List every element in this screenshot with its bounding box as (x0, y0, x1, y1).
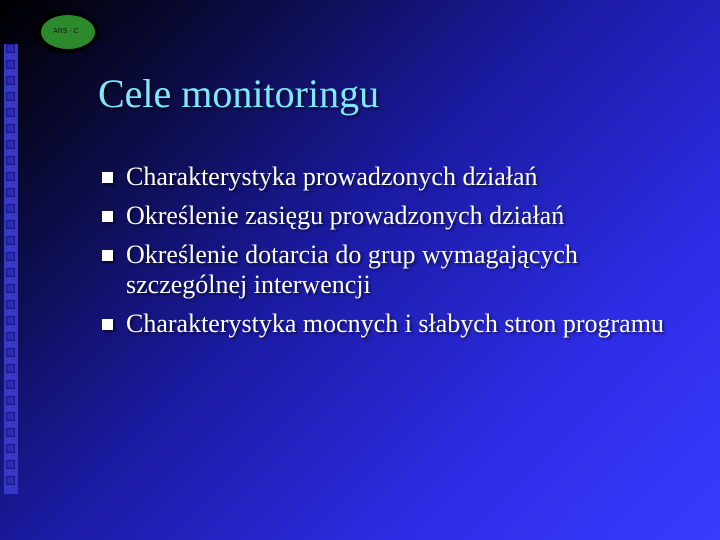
logo-text: ARS - C (53, 28, 79, 35)
list-item (98, 162, 698, 192)
bullet-list (98, 162, 698, 348)
square-bullet-icon (102, 319, 113, 330)
logo (32, 10, 100, 54)
bullet-text: Określenie zasięgu prowadzonych działań (126, 201, 565, 230)
bullet-text: Charakterystyka mocnych i słabych stron programu (126, 309, 664, 338)
square-bullet-icon (102, 250, 113, 261)
list-item (98, 240, 698, 300)
square-bullet-icon (102, 211, 113, 222)
slide-title: Cele monitoringu (98, 71, 380, 116)
bullet-text: Charakterystyka prowadzonych działań (126, 162, 538, 191)
decorative-dot-strip (4, 44, 18, 494)
list-item (98, 309, 698, 339)
list-item (98, 201, 698, 231)
square-bullet-icon (102, 172, 113, 183)
bullet-text: Określenie dotarcia do grup wymagających szczególnej interwencji (126, 240, 578, 299)
